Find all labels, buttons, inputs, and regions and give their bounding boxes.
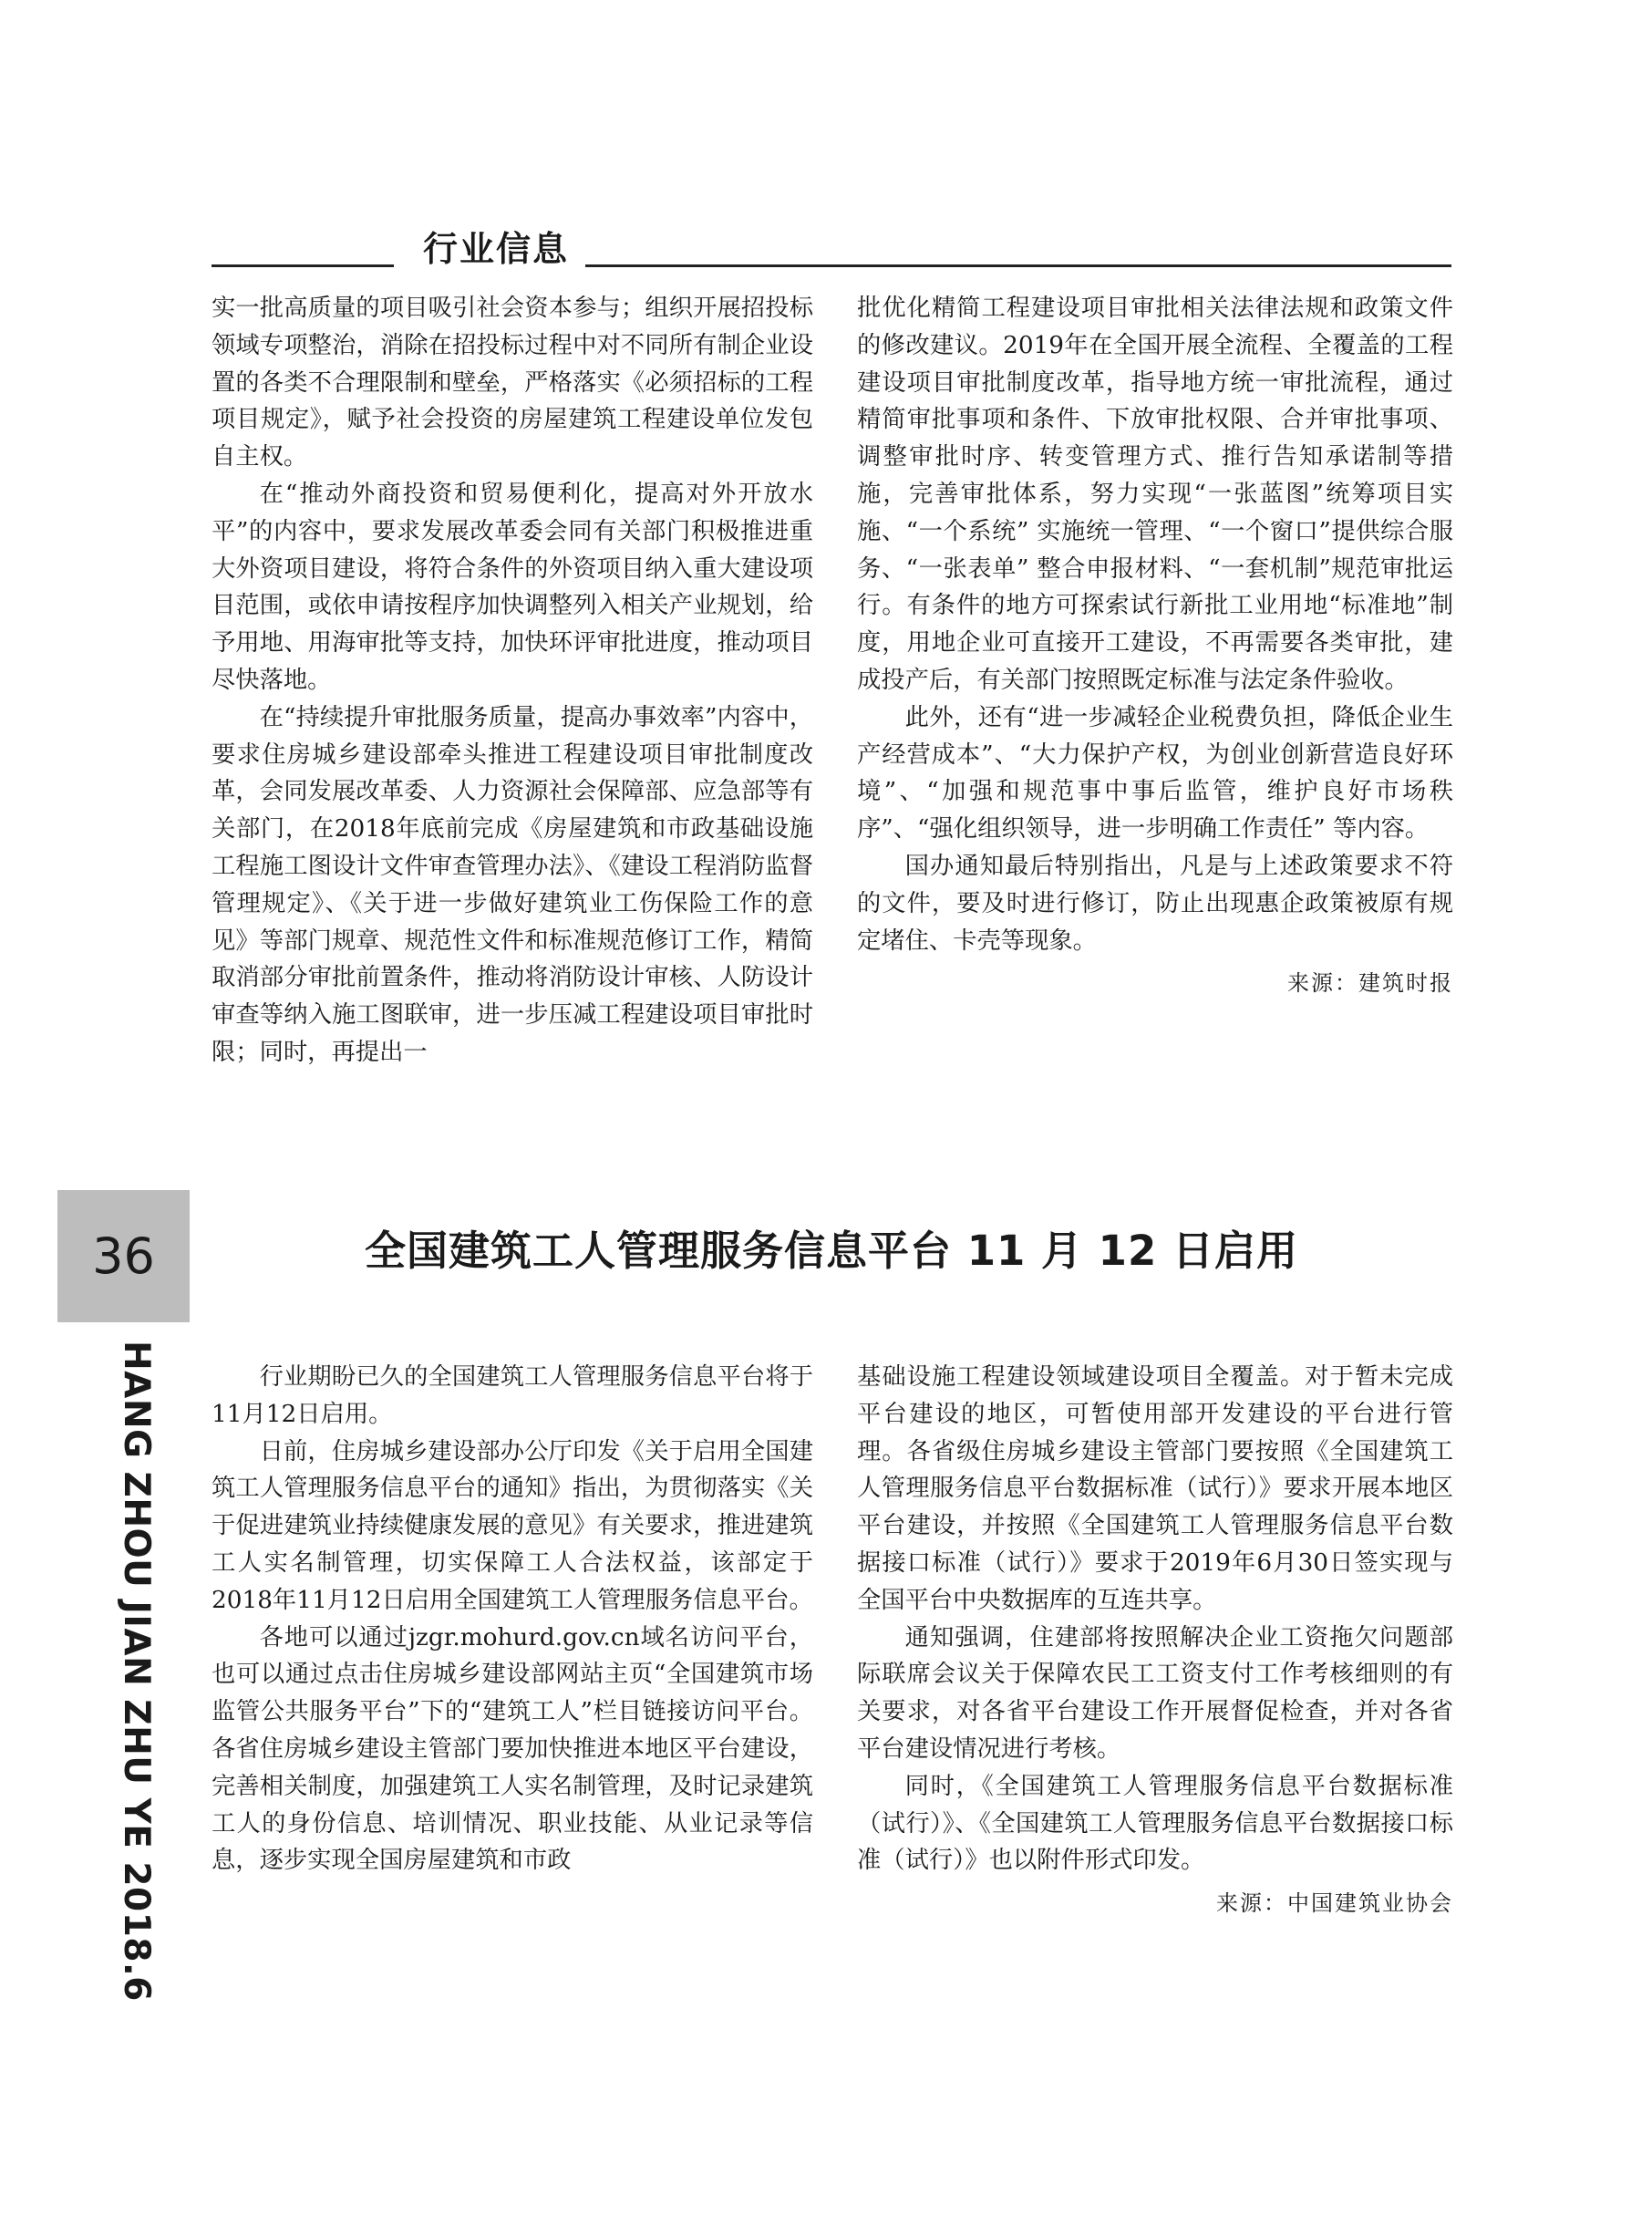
- article-title: 全国建筑工人管理服务信息平台 11 月 12 日启用: [365, 1227, 1298, 1275]
- article-left-column: [212, 1359, 813, 1879]
- paragraph: 日前，住房城乡建设部办公厅印发《关于启用全国建筑工人管理服务信息平台的通知》指出，为贯彻落实《关于促进建筑业持续健康发展的意见》有关要求，推进建筑工人实名制管理，切实保障工人合法权益，该部定于2018年11月12日启用全国建筑工人管理服务信息平台。: [212, 1437, 813, 1614]
- paragraph: 在“推动外商投资和贸易便利化，提高对外开放水平”的内容中，要求发展改革委会同有关部门积极推进重大外资项目建设，将符合条件的外资项目纳入重大建设项目范围，或依申请按程序加快调整列入相关产业规划，给予用地、用海审批等支持，加快环评审批进度，推动项目尽快落地。: [212, 480, 813, 694]
- paragraph: 各地可以通过jzgr.mohurd.gov.cn域名访问平台，也可以通过点击住房城乡建设部网站主页“全国建筑市场监管公共服务平台”下的“建筑工人”栏目链接访问平台。各省住房城乡建设主管部门要加快推进本地区平台建设，完善相关制度，加强建筑工人实名制管理，及时记录建筑工人的身份信息、培训情况、职业技能、从业记录等信息，逐步实现全国房屋建筑和市政: [212, 1623, 813, 1875]
- page-number: 36: [92, 1227, 155, 1285]
- magazine-side-title: HANG ZHOU JIAN ZHU YE 2018.6: [116, 1341, 157, 2002]
- section1-left-column: [212, 290, 813, 1072]
- paragraph: 实一批高质量的项目吸引社会资本参与；组织开展招投标领域专项整治，消除在招投标过程中对不同所有制企业设置的各类不合理限制和壁垒，严格落实《必须招标的工程项目规定》，赋予社会投资的房屋建筑工程建设单位发包自主权。: [212, 295, 813, 471]
- header-rule-right: [585, 264, 1451, 267]
- paragraph: 国办通知最后特别指出，凡是与上述政策要求不符的文件，要及时进行修订，防止出现惠企政策被原有规定堵住、卡壳等现象。: [857, 852, 1453, 955]
- article-right-column: [857, 1359, 1453, 1922]
- section-header: [212, 215, 1451, 270]
- section-title: 行业信息: [423, 229, 570, 269]
- page-number-box: [57, 1190, 190, 1322]
- source-credit: 来源：建筑时报: [1287, 970, 1453, 997]
- source-credit: 来源：中国建筑业协会: [1216, 1890, 1453, 1917]
- paragraph: 此外，还有“进一步减轻企业税费负担，降低企业生产经营成本”、“大力保护产权，为创业创新营造良好环境”、“加强和规范事中事后监管，维护良好市场秩序”、“强化组织领导，进一步明确工作责任” 等内容。: [857, 703, 1453, 844]
- paragraph: 同时，《全国建筑工人管理服务信息平台数据标准（试行）》、《全国建筑工人管理服务信息平台数据接口标准（试行）》也以附件形式印发。: [857, 1772, 1453, 1875]
- section1-right-column: [857, 290, 1453, 1002]
- paragraph: 在“持续提升审批服务质量，提高办事效率”内容中，要求住房城乡建设部牵头推进工程建设项目审批制度改革，会同发展改革委、人力资源社会保障部、应急部等有关部门，在2018年底前完成《房屋建筑和市政基础设施工程施工图设计文件审查管理办法》、《建设工程消防监督管理规定》、《关于进一步做好建筑业工伤保险工作的意见》等部门规章、规范性文件和标准规范修订工作，精简取消部分审批前置条件，推动将消防设计审核、人防设计审查等纳入施工图联审，进一步压减工程建设项目审批时限；同时，再提出一: [212, 703, 813, 1066]
- header-rule-left: [212, 264, 394, 267]
- paragraph: 批优化精简工程建设项目审批相关法律法规和政策文件的修改建议。2019年在全国开展全流程、全覆盖的工程建设项目审批制度改革，指导地方统一审批流程，通过精简审批事项和条件、下放审批权限、合并审批事项、调整审批时序、转变管理方式、推行告知承诺制等措施，完善审批体系，努力实现“一张蓝图”统筹项目实施、“一个系统” 实施统一管理、“一个窗口”提供综合服务、“一张表单” 整合申报材料、“一套机制”规范审批运行。有条件的地方可探索试行新批工业用地“标准地”制度，用地企业可直接开工建设，不再需要各类审批，建成投产后，有关部门按照既定标准与法定条件验收。: [857, 295, 1453, 694]
- paragraph: 基础设施工程建设领域建设项目全覆盖。对于暂未完成平台建设的地区，可暂使用部开发建设的平台进行管理。各省级住房城乡建设主管部门要按照《全国建筑工人管理服务信息平台数据标准（试行）》要求开展本地区平台建设，并按照《全国建筑工人管理服务信息平台数据接口标准（试行）》要求于2019年6月30日签实现与全国平台中央数据库的互连共享。: [857, 1363, 1453, 1614]
- paragraph: 通知强调，住建部将按照解决企业工资拖欠问题部际联席会议关于保障农民工工资支付工作考核细则的有关要求，对各省平台建设工作开展督促检查，并对各省平台建设情况进行考核。: [857, 1623, 1453, 1763]
- paragraph: 行业期盼已久的全国建筑工人管理服务信息平台将于11月12日启用。: [212, 1363, 813, 1428]
